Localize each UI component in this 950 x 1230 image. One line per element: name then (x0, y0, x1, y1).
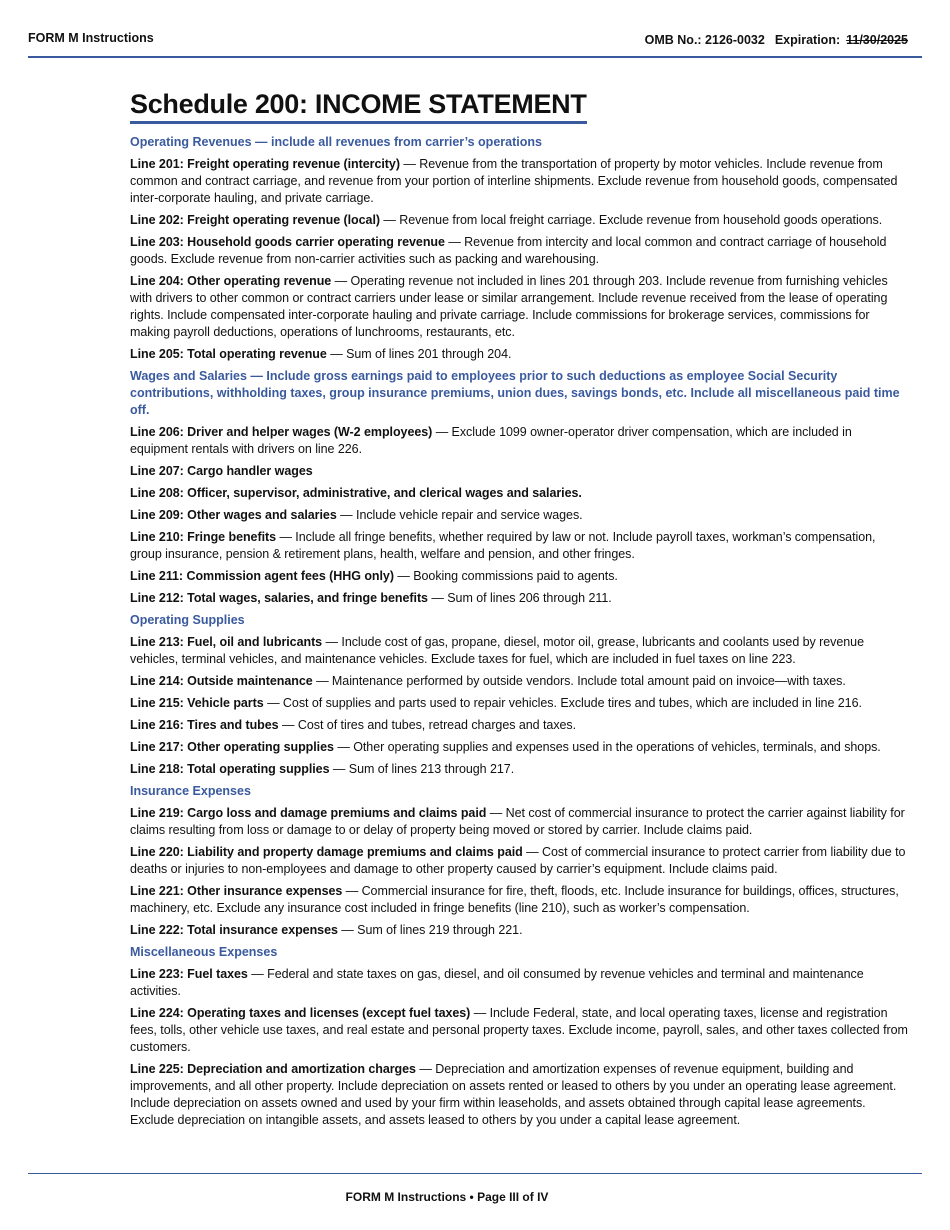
line-label: Line 223: Fuel taxes (130, 967, 248, 981)
line-description: — Include vehicle repair and service wages. (336, 508, 583, 522)
page-title: Schedule 200: INCOME STATEMENT (130, 88, 587, 124)
line-item-211 (130, 568, 910, 585)
line-description: — Exclude 1099 owner-operator driver compensation, which are included in equipment rentals with drivers on line 226. (130, 425, 852, 456)
line-item-208 (130, 485, 910, 502)
line-item-218 (130, 761, 910, 778)
line-item-209 (130, 507, 910, 524)
line-label: Line 224: Operating taxes and licenses (except fuel taxes) (130, 1006, 471, 1020)
line-item-204 (130, 273, 910, 341)
line-label: Line 217: Other operating supplies (130, 740, 334, 754)
expiration-date: 11/30/2025 (846, 33, 908, 47)
footer-divider (28, 1173, 922, 1174)
line-item-213 (130, 634, 910, 668)
line-item-201 (130, 156, 910, 207)
line-item-215 (130, 695, 910, 712)
line-item-220 (130, 844, 910, 878)
line-item-216 (130, 717, 910, 734)
section-wages-and-salaries: Wages and Salaries — Include gross earnings paid to employees prior to such deductions as employee Social Security contributions, withholding taxes, group insurance premiums, union dues, savings bonds, etc. Include all miscellaneous paid time off. (130, 369, 900, 417)
line-item-202 (130, 212, 910, 229)
line-description: — Sum of lines 206 through 211. (427, 591, 612, 605)
line-item-205 (130, 346, 910, 363)
line-item-203 (130, 234, 910, 268)
line-label: Line 208: Officer, supervisor, administrative, and clerical wages and salaries. (130, 486, 582, 500)
line-description: — Cost of commercial insurance to protect carrier from liability due to deaths or injuries to non-employees and damage to other property caused by carrier’s equipment. Include claims paid. (130, 845, 906, 876)
line-description: — Net cost of commercial insurance to protect the carrier against liability for claims resulting from loss or damage to or delay of property being moved or stored by carrier. Include claims paid. (130, 806, 905, 837)
line-description: — Sum of lines 219 through 221. (337, 923, 523, 937)
line-description: — Revenue from the transportation of property by motor vehicles. Include revenue from common and contract carriage, and revenue from your portion of interline shipments. Exclude revenue from household goods, compensated inter-corporate hauling, and private carriage. (130, 157, 898, 205)
line-description: — Sum of lines 213 through 217. (329, 762, 515, 776)
page-header (28, 30, 922, 58)
line-item-210 (130, 529, 910, 563)
instructions-content (130, 88, 910, 1134)
line-label: Line 215: Vehicle parts (130, 696, 264, 710)
line-item-214 (130, 673, 910, 690)
line-description: — Cost of supplies and parts used to repair vehicles. Exclude tires and tubes, which are included in line 216. (263, 696, 862, 710)
line-item-223 (130, 966, 910, 1000)
line-label: Line 202: Freight operating revenue (local) (130, 213, 380, 227)
line-item-224 (130, 1005, 910, 1056)
line-description: — Revenue from local freight carriage. Exclude revenue from household goods operations. (380, 213, 883, 227)
line-description: — Other operating supplies and expenses used in the operations of vehicles, terminals, and shops. (333, 740, 881, 754)
line-label: Line 225: Depreciation and amortization charges (130, 1062, 416, 1076)
header-omb-expiration (645, 33, 908, 47)
line-label: Line 221: Other insurance expenses (130, 884, 343, 898)
line-item-219 (130, 805, 910, 839)
line-description: — Include cost of gas, propane, diesel, motor oil, grease, lubricants and coolants used by revenue vehicles, terminal vehicles, and maintenance vehicles. Exclude taxes for fuel, which are included in fuel taxes on line 223. (130, 635, 864, 666)
section-insurance-expenses: Insurance Expenses (130, 784, 251, 798)
line-item-207 (130, 463, 910, 480)
line-label: Line 216: Tires and tubes (130, 718, 279, 732)
section-operating-revenues: Operating Revenues — include all revenues from carrier’s operations (130, 135, 542, 149)
line-label: Line 212: Total wages, salaries, and fringe benefits (130, 591, 428, 605)
line-description: — Depreciation and amortization expenses of revenue equipment, building and improvements, and all other property. Include depreciation on assets rented or leased to others by you under an operating lease agreement. Include depreciation on assets owned and used by your firm within leaseholds, and assets obtained through capital lease agreements. Exclude depreciation on intangible assets, and assets leased to others by you under a capital lease agreement. (130, 1062, 897, 1127)
line-label: Line 209: Other wages and salaries (130, 508, 337, 522)
line-label: Line 206: Driver and helper wages (W-2 employees) (130, 425, 433, 439)
line-item-206 (130, 424, 910, 458)
line-label: Line 211: Commission agent fees (HHG only) (130, 569, 394, 583)
page-footer: FORM M Instructions • Page III of IV (345, 1190, 549, 1204)
line-label: Line 218: Total operating supplies (130, 762, 330, 776)
line-item-217 (130, 739, 910, 756)
line-description: — Cost of tires and tubes, retread charges and taxes. (278, 718, 577, 732)
line-description: — Include Federal, state, and local operating taxes, license and registration fees, tolls, other vehicle use taxes, and real estate and personal property taxes. Exclude income, payroll, sales, and other taxes collected from customers. (130, 1006, 908, 1054)
omb-number: OMB No.: 2126-0032 (644, 33, 765, 47)
line-label: Line 205: Total operating revenue (130, 347, 327, 361)
line-label: Line 222: Total insurance expenses (130, 923, 338, 937)
line-label: Line 213: Fuel, oil and lubricants (130, 635, 323, 649)
line-label: Line 203: Household goods carrier operating revenue (130, 235, 445, 249)
expiration-label: Expiration: (774, 33, 841, 47)
line-description: — Operating revenue not included in lines 201 through 203. Include revenue from furnishing vehicles with drivers to other common or contract carriers under lease or similar arrangement. Include revenue received from the lease of operating rights. Include compensated inter-corporate hauling and private carriage. Include commissions for brokerage services, commissions for making payroll deductions, operations of lunchrooms, restaurants, etc. (130, 274, 888, 339)
line-description: — Federal and state taxes on gas, diesel, and oil consumed by revenue vehicles and terminal and maintenance activities. (130, 967, 864, 998)
line-item-225 (130, 1061, 910, 1129)
line-description: — Booking commissions paid to agents. (393, 569, 618, 583)
line-description: — Commercial insurance for fire, theft, floods, etc. Include insurance for buildings, offices, structures, machinery, etc. Exclude any insurance cost included in fringe benefits (line 210), such as worker’s compensation. (130, 884, 899, 915)
line-description: — Maintenance performed by outside vendors. Include total amount paid on invoice—with taxes. (312, 674, 846, 688)
line-label: Line 220: Liability and property damage premiums and claims paid (130, 845, 523, 859)
line-item-221 (130, 883, 910, 917)
section-operating-supplies: Operating Supplies (130, 613, 245, 627)
line-item-222 (130, 922, 910, 939)
header-form-name: FORM M Instructions (28, 31, 154, 45)
line-label: Line 210: Fringe benefits (130, 530, 277, 544)
line-label: Line 219: Cargo loss and damage premiums and claims paid (130, 806, 487, 820)
line-label: Line 207: Cargo handler wages (130, 464, 313, 478)
line-label: Line 201: Freight operating revenue (intercity) (130, 157, 400, 171)
section-miscellaneous-expenses: Miscellaneous Expenses (130, 945, 278, 959)
line-label: Line 214: Outside maintenance (130, 674, 313, 688)
line-description: — Include all fringe benefits, whether required by law or not. Include payroll taxes, workman’s compensation, group insurance, pension & retirement plans, health, welfare and pension, and other fringes. (130, 530, 876, 561)
line-item-212 (130, 590, 910, 607)
line-label: Line 204: Other operating revenue (130, 274, 332, 288)
line-description: — Revenue from intercity and local common and contract carriage of household goods. Exclude revenue from non-carrier activities such as packing and warehousing. (130, 235, 887, 266)
line-description: — Sum of lines 201 through 204. (326, 347, 512, 361)
